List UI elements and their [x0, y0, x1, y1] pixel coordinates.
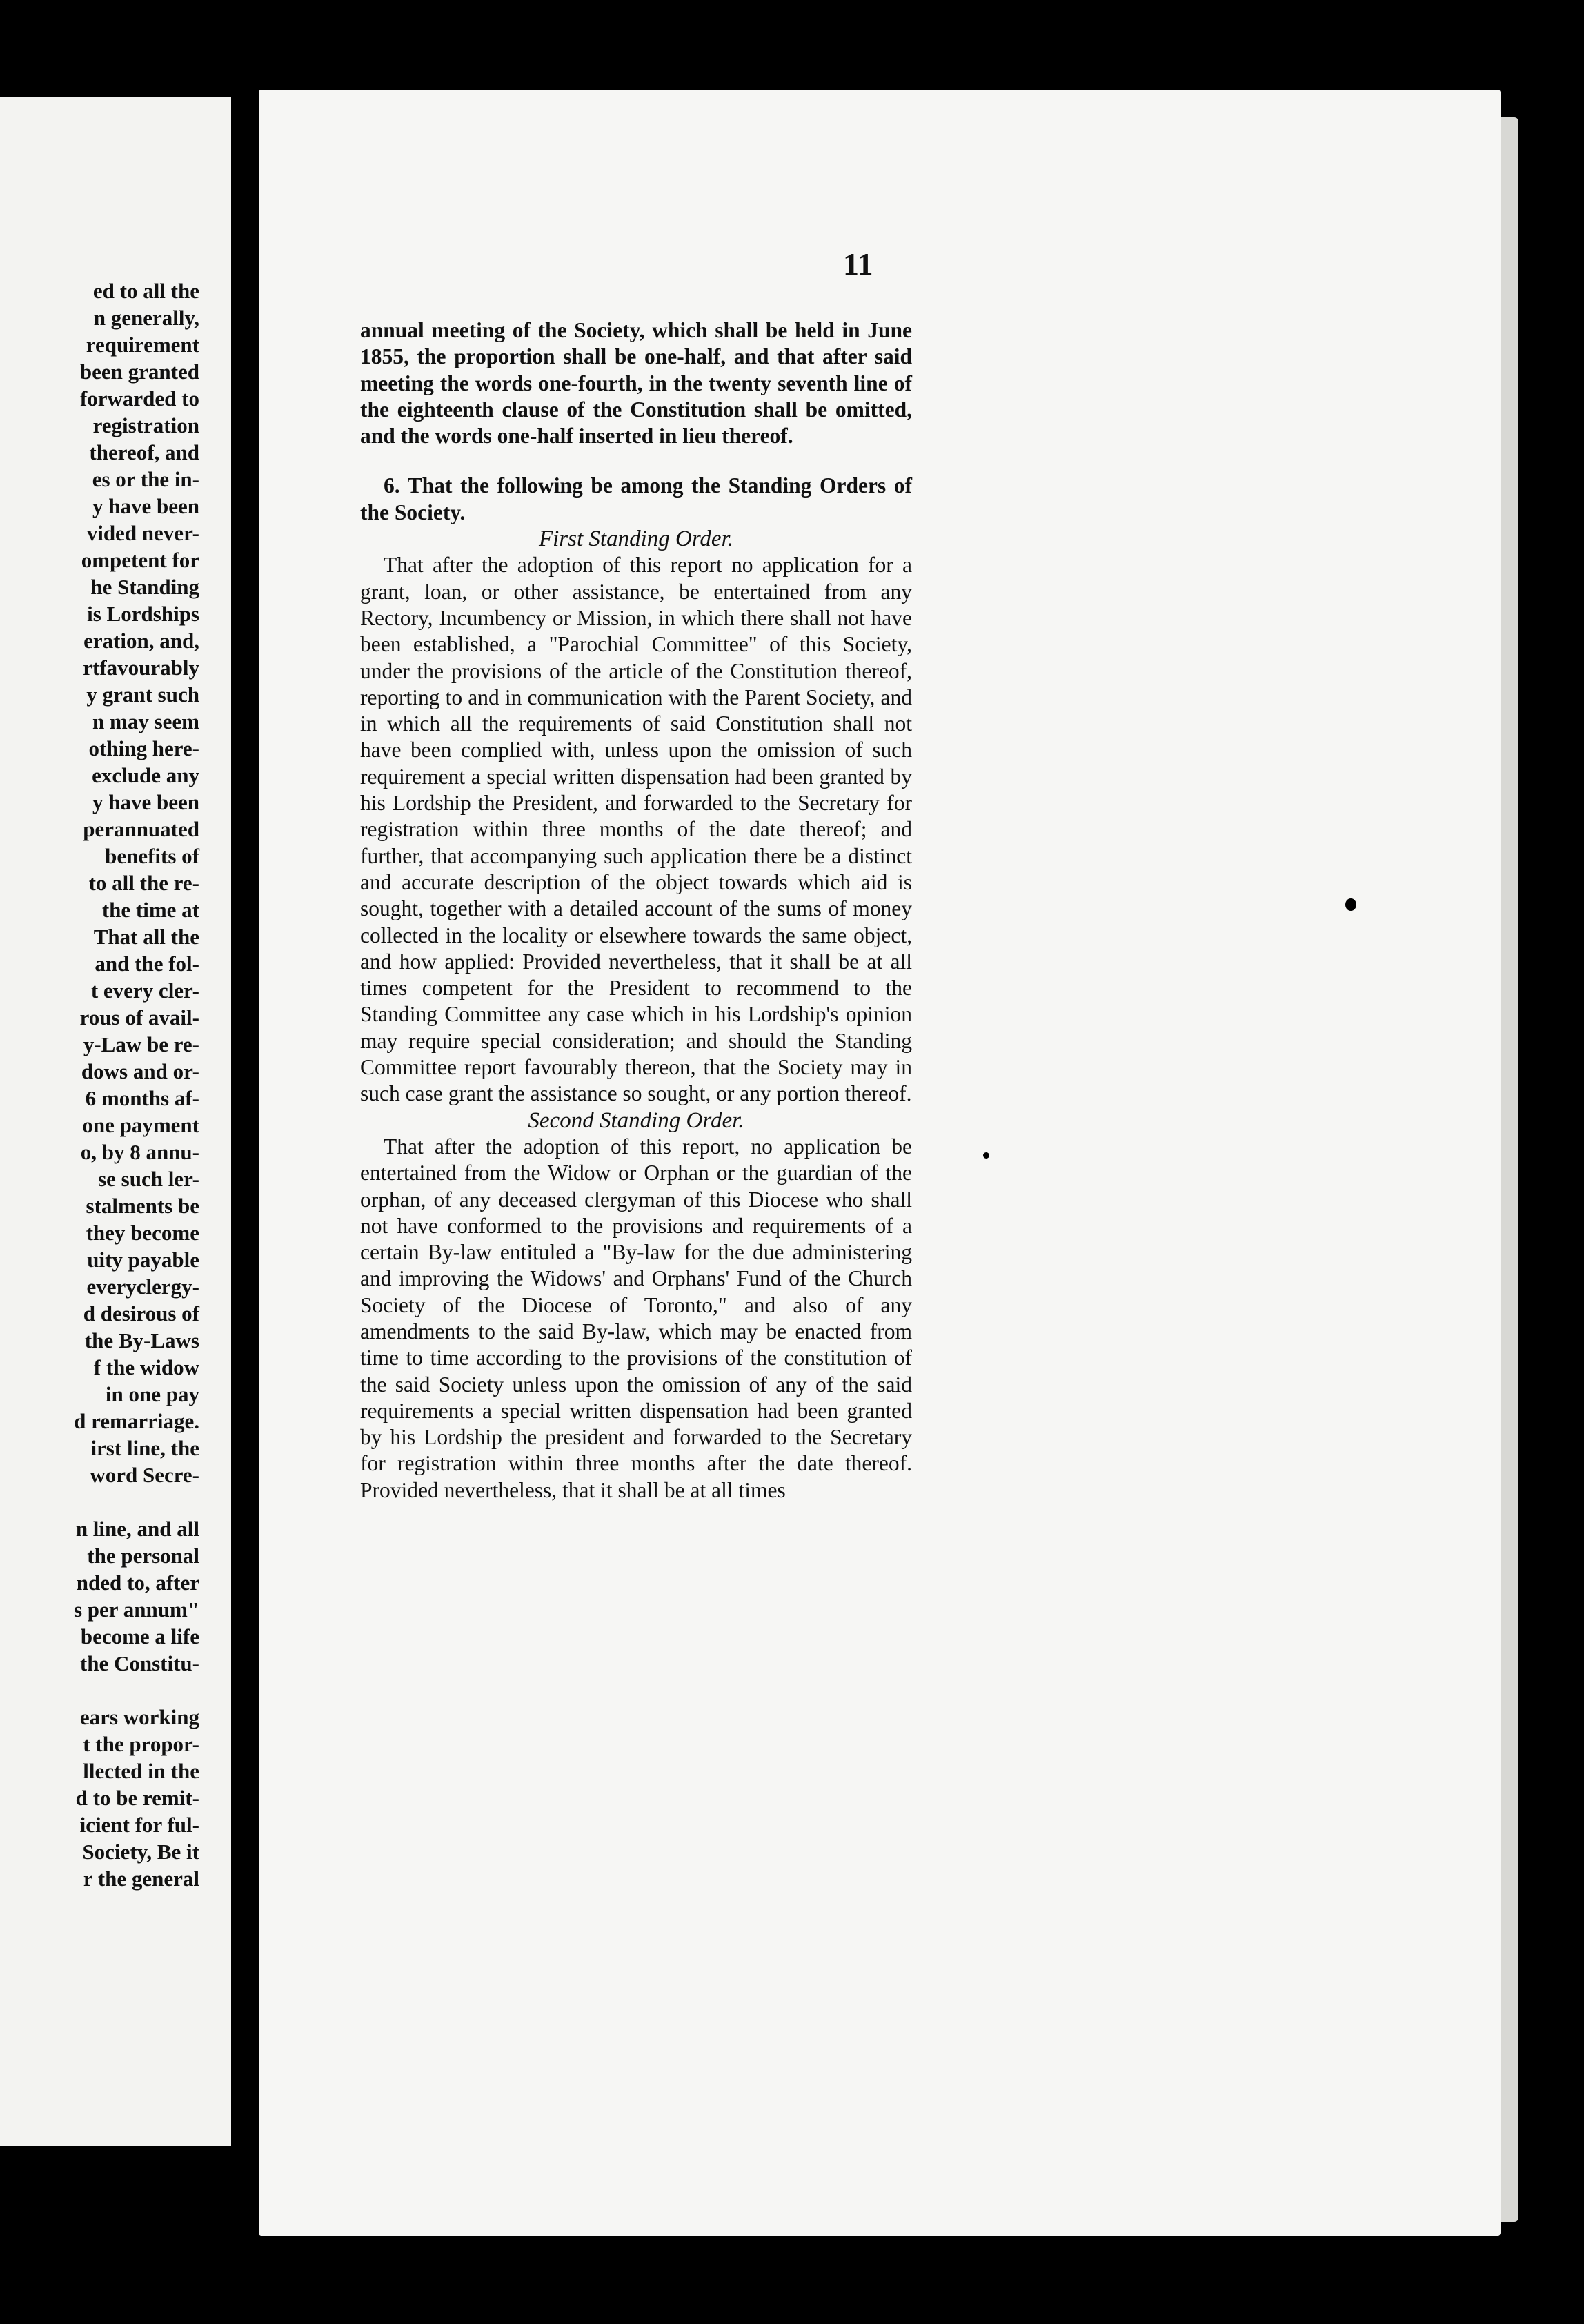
previous-page-line: thereof, and [89, 440, 199, 464]
previous-page-line: the time at [101, 898, 199, 922]
previous-page-line: dows and or- [81, 1059, 199, 1083]
previous-page-line: icient for ful- [79, 1813, 199, 1837]
previous-page-line: been granted [79, 360, 199, 384]
ink-speck [1345, 898, 1356, 911]
second-standing-order-heading: Second Standing Order. [528, 1107, 744, 1133]
previous-page-line: everyclergy- [86, 1274, 199, 1299]
previous-page-line: o, by 8 annu- [80, 1140, 199, 1164]
previous-page-line: n generally, [93, 306, 199, 330]
previous-page-line: f the widow [93, 1355, 199, 1379]
previous-page-line: one payment [82, 1113, 199, 1137]
previous-page-line: registration [92, 413, 199, 437]
previous-page-line: llected in the [83, 1759, 199, 1783]
previous-page-line: to all the re- [88, 871, 199, 895]
previous-page-text [0, 277, 199, 1892]
previous-page-line: es or the in- [92, 467, 199, 491]
previous-page-line: t every cler- [90, 978, 199, 1003]
previous-page-line: vided never- [86, 521, 199, 545]
previous-page-fragment [0, 97, 231, 2146]
previous-page-line: 6 months af- [85, 1086, 199, 1110]
previous-page-gap [0, 1488, 199, 1515]
previous-page-line: y-Law be re- [83, 1032, 199, 1056]
previous-page-line: y have been [92, 790, 199, 814]
previous-page-line: forwarded to [79, 386, 199, 411]
previous-page-line: rous of avail- [79, 1005, 199, 1030]
previous-page-line: stalments be [86, 1194, 199, 1218]
previous-page-line: become a life [80, 1624, 199, 1648]
previous-page-line: and the fol- [95, 952, 199, 976]
previous-page-line: Society, Be it [82, 1840, 199, 1864]
previous-page-line: othing here- [88, 736, 199, 760]
previous-page-line: eration, and, [83, 629, 199, 653]
previous-page-line: n line, and all [75, 1517, 199, 1541]
previous-page-line: ed to all the [92, 279, 199, 303]
first-standing-order-text: That after the adoption of this report no application for a grant, loan, or other assistance, be entertained from any Rectory, Incumbency or Mission, in which there shall not have been established, a "Parochial Committee" of this Society, under the provisions of the article of the Constitution thereof, reporting to and in communication with the Parent Society, and in which all the requirements of said Constitution shall not have been complied with, unless upon the omission of such requirement a special written dispensation had been granted by his Lordship the President, and forwarded to the Secretary for registration within three months of the date thereof; and further, that accompanying such application there be a distinct and accurate description of the object towards which aid is sought, together with a detailed account of the sums of money collected in the locality or elsewhere towards the same object, and how applied: Provided nevertheless, that it shall be at all times competent for the President to recommend to the Standing Committee any case which in his Lordship's opinion may require special consideration; and should the Standing Committee report favourably thereon, that the Society may in such case grant the assistance so sought, or any portion thereof. [360, 553, 912, 1106]
previous-page-line: requirement [86, 333, 199, 357]
previous-page-line: n may seem [92, 709, 199, 733]
previous-page-line: d desirous of [83, 1301, 199, 1326]
page-edge [1501, 117, 1518, 2222]
first-standing-order-heading: First Standing Order. [538, 526, 734, 552]
previous-page-line: is Lordships [87, 602, 199, 626]
previous-page-line: uity payable [87, 1248, 199, 1272]
previous-page-line: rtfavourably [83, 656, 199, 680]
previous-page-line: ears working [79, 1705, 199, 1729]
previous-page-line: in one pay [105, 1382, 199, 1406]
previous-page-line: se such ler- [98, 1167, 199, 1191]
previous-page-line: the By-Laws [84, 1328, 199, 1352]
previous-page-line: r the general [83, 1867, 199, 1891]
previous-page-line: s per annum" [73, 1597, 199, 1622]
previous-page-line: t the propor- [83, 1732, 199, 1756]
resolution-6: 6. That the following be among the Standing Orders of the Society. [360, 473, 912, 524]
previous-page-line: ompetent for [81, 548, 199, 572]
previous-page-line: d remarriage. [74, 1409, 199, 1433]
page-body [360, 317, 912, 1504]
previous-page-line: he Standing [90, 575, 199, 599]
previous-page-line: benefits of [105, 844, 199, 868]
previous-page-line: perannuated [83, 817, 199, 841]
previous-page-line: exclude any [92, 763, 199, 787]
previous-page-line: nded to, after [76, 1570, 199, 1595]
ink-speck [983, 1152, 989, 1159]
previous-page-line: word Secre- [90, 1463, 199, 1487]
previous-page-line: the personal [87, 1544, 199, 1568]
previous-page-line: That all the [93, 925, 199, 949]
previous-page-gap [0, 1677, 199, 1704]
second-standing-order-text: That after the adoption of this report, no application be entertained from the Widow or Orphan or the guardian of the orphan, of any deceased clergyman of this Diocese who shall not have conformed to the provisions and requirements of a certain By-law entituled a "By-law for the due administering and improving the Widows' and Orphans' Fund of the Church Society of the Diocese of Toronto," and also of any amendments to the said By-law, which may be enacted from time to time according to the provisions of the constitution of the said Society unless upon the omission of any of the said requirements a special written dispensation had been granted by his Lordship the president and forwarded to the Secretary for registration within three months after the date thereof. Provided nevertheless, that it shall be at all times [360, 1134, 912, 1502]
previous-page-line: d to be remit- [75, 1786, 199, 1810]
intro-paragraph: annual meeting of the Society, which shall be held in June 1855, the proportion shall be one-half, and that after said meeting the words one-fourth, in the twenty seventh line of the eighteenth clause of the Constitution shall be omitted, and the words one-half inserted in lieu thereof. [360, 318, 912, 449]
page-number: 11 [843, 246, 873, 282]
previous-page-line: they become [86, 1221, 199, 1245]
book-gutter [231, 83, 259, 2208]
previous-page-line: irst line, the [90, 1436, 199, 1460]
previous-page-line: y grant such [86, 682, 199, 707]
previous-page-line: the Constitu- [79, 1651, 199, 1675]
previous-page-line: y have been [92, 494, 199, 518]
